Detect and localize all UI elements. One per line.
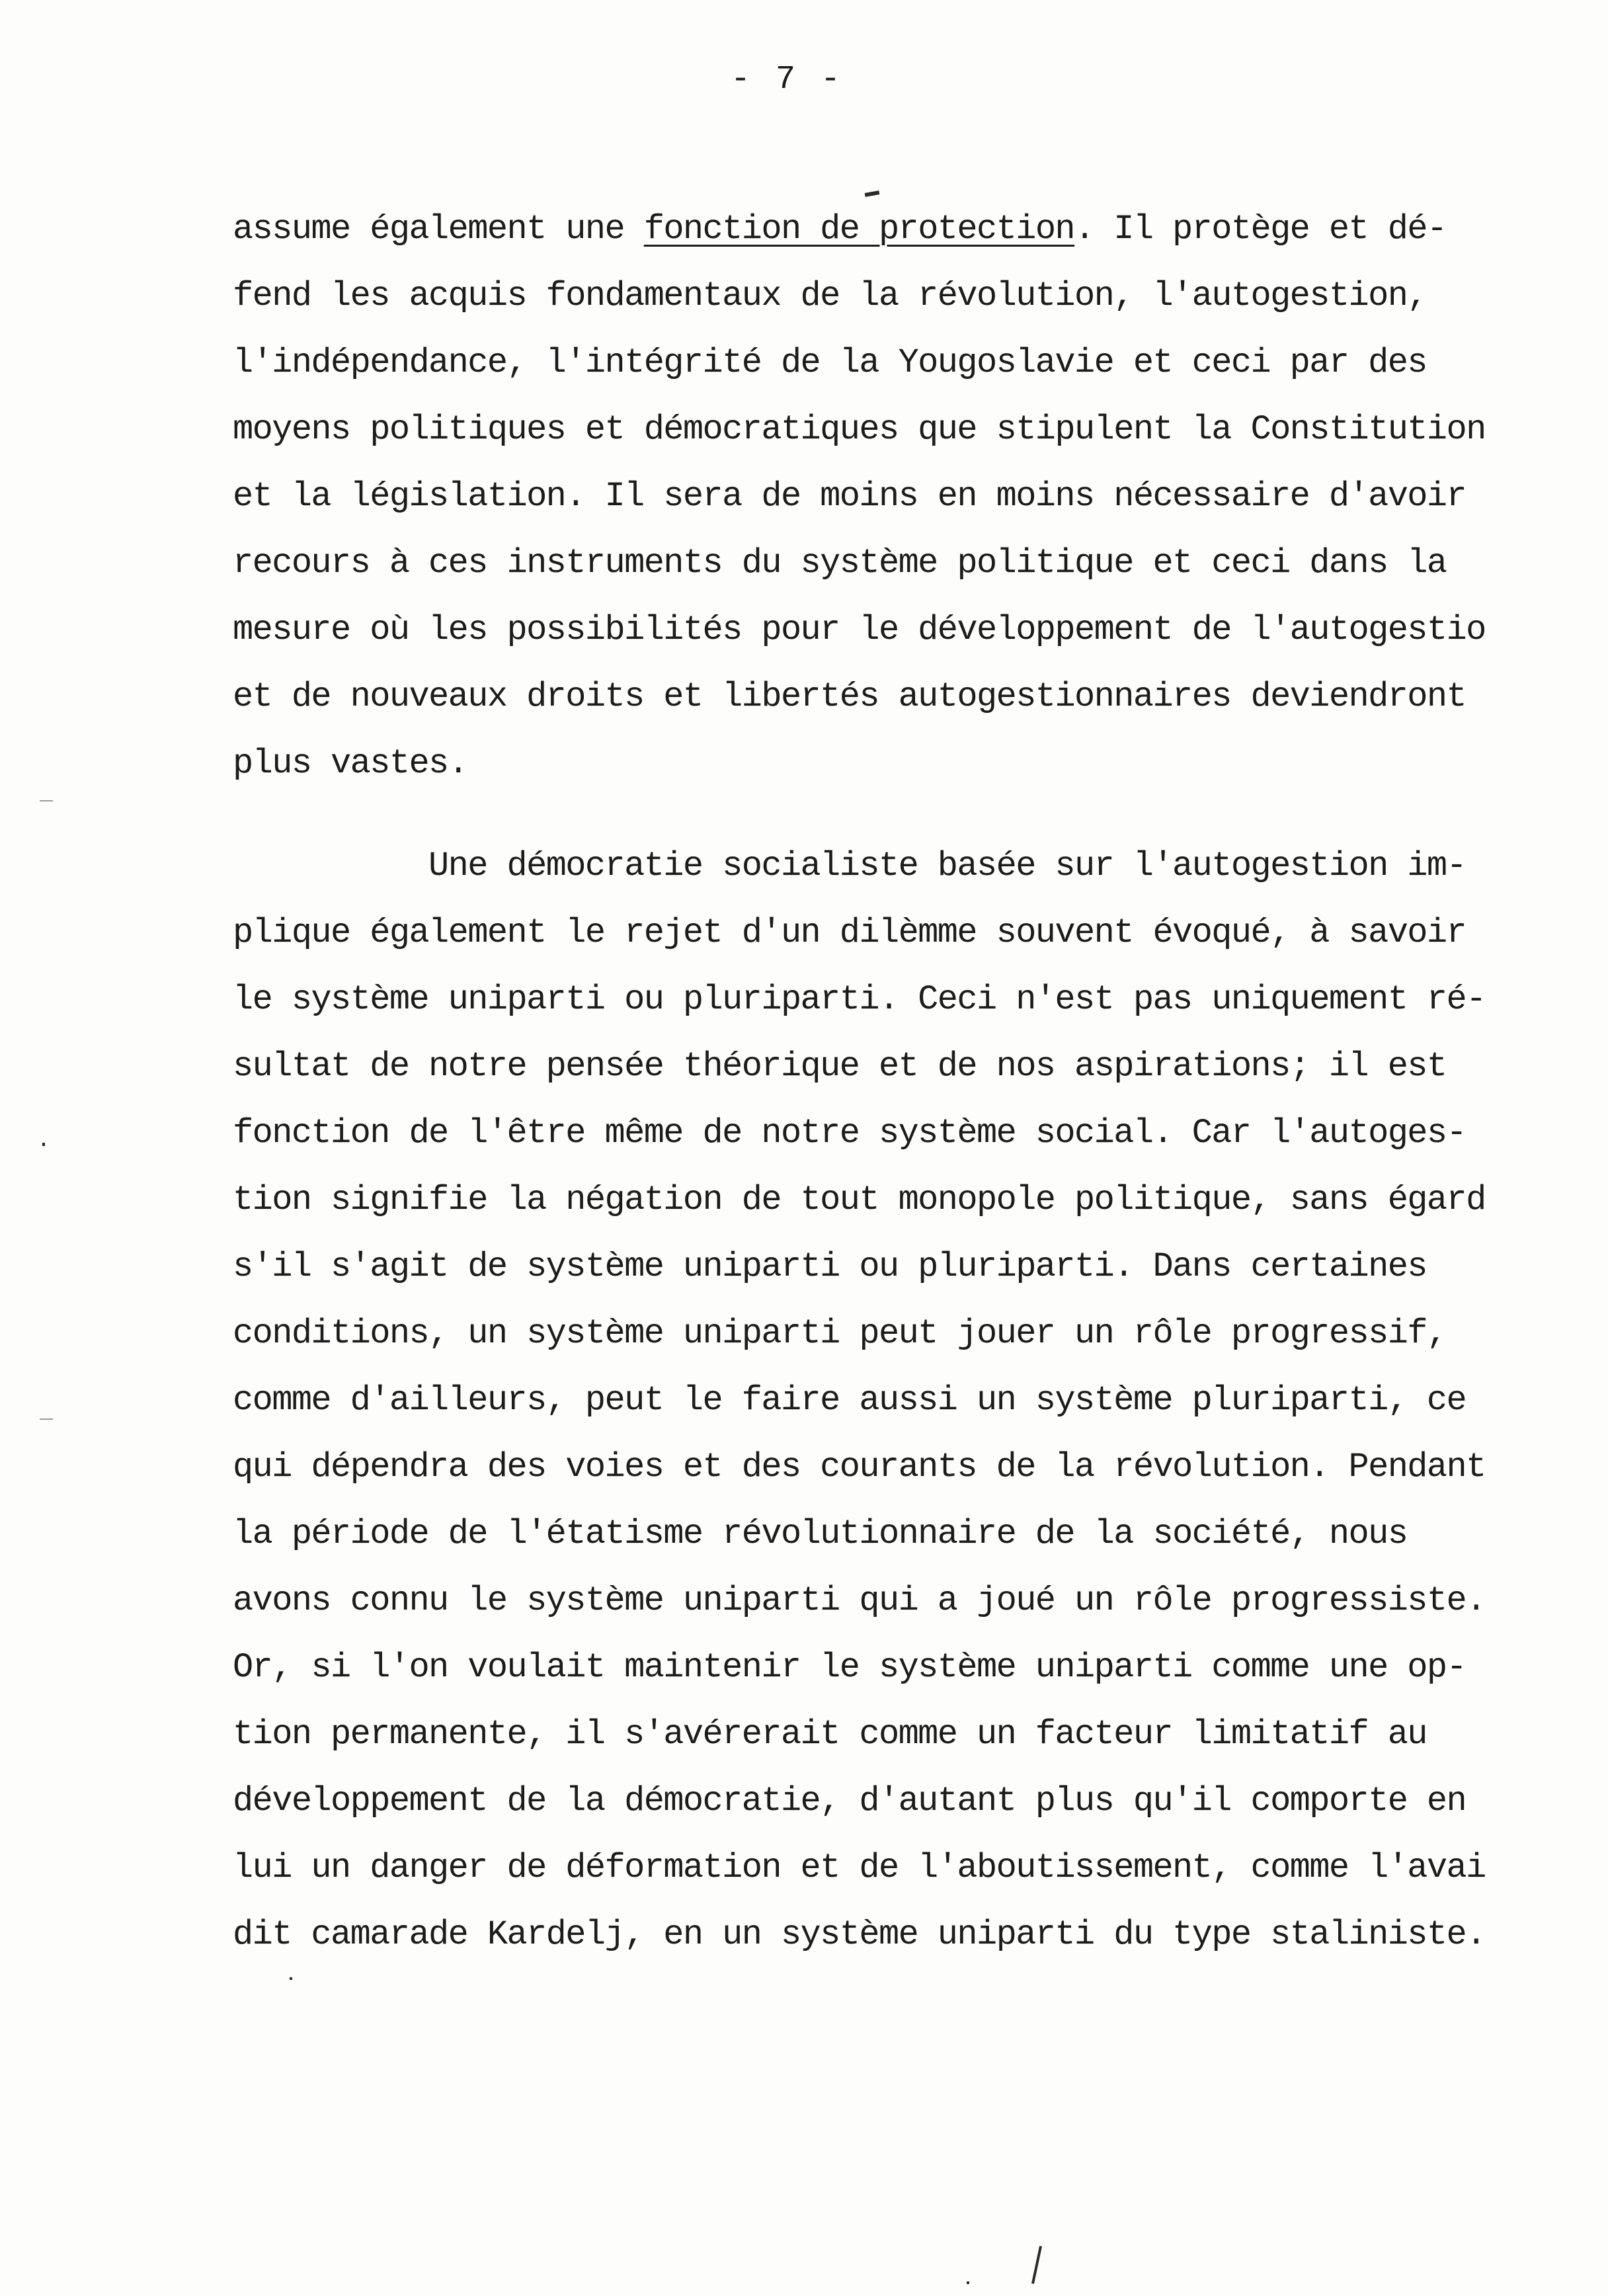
text-run: . Il protège et dé- (1074, 210, 1447, 249)
text-run: lui un danger de déformation et de l'aboutissement, comme l'avai (233, 1848, 1486, 1887)
text-line (233, 1834, 1529, 1901)
text-run: sultat de notre pensée théorique et de nos aspirations; il est (233, 1047, 1447, 1086)
text-run: plique également le rejet d'un dilèmme souvent évoqué, à savoir (233, 913, 1467, 952)
text-line (233, 1167, 1529, 1233)
text-run: l'indépendance, l'intégrité de la Yougoslavie et ceci par des (233, 343, 1427, 382)
scan-speck (40, 1418, 53, 1420)
underlined-phrase: fonction de protection (643, 210, 1075, 249)
text-line (233, 899, 1529, 966)
text-line (233, 1233, 1529, 1300)
scan-speck (1031, 2246, 1042, 2284)
text-line (233, 1500, 1529, 1567)
scan-speck (40, 800, 53, 801)
text-line (233, 1567, 1529, 1634)
text-run: développement de la démocratie, d'autant plus qu'il comporte en (233, 1782, 1467, 1821)
text-line (233, 1434, 1529, 1500)
text-line (233, 1701, 1529, 1768)
text-line (233, 463, 1529, 530)
scan-speck (290, 1977, 292, 1980)
body-text (233, 196, 1529, 1968)
text-run: la période de l'étatisme révolutionnaire de la société, nous (233, 1514, 1408, 1553)
text-line (233, 1300, 1529, 1367)
paragraph (233, 196, 1529, 797)
text-run: s'il s'agit de système uniparti ou pluriparti. Dans certaines (233, 1247, 1427, 1286)
text-run: recours à ces instruments du système politique et ceci dans la (233, 544, 1447, 583)
text-line (233, 663, 1529, 730)
text-run: Or, si l'on voulait maintenir le système uniparti comme une op- (233, 1648, 1467, 1687)
text-run: tion signifie la négation de tout monopole politique, sans égard (233, 1180, 1486, 1219)
scan-speck (42, 1143, 45, 1146)
text-line (233, 396, 1529, 463)
text-run: Une démocratie socialiste basée sur l'autogestion im- (233, 846, 1467, 885)
text-run: et la législation. Il sera de moins en moins nécessaire d'avoir (233, 477, 1467, 516)
text-run: fend les acquis fondamentaux de la révolution, l'autogestion, (233, 276, 1427, 315)
text-line (233, 1901, 1529, 1968)
text-line (233, 1100, 1529, 1167)
page-number: - 7 - (730, 61, 844, 99)
text-run: fonction de l'être même de notre système social. Car l'autoges- (233, 1114, 1467, 1153)
text-run: et de nouveaux droits et libertés autogestionnaires deviendront (233, 677, 1467, 716)
text-run: plus vastes. (233, 744, 468, 783)
text-run: mesure où les possibilités pour le développement de l'autogestio (233, 610, 1486, 649)
text-run: tion permanente, il s'avérerait comme un facteur limitatif au (233, 1715, 1427, 1754)
paragraph-gap (233, 797, 1529, 833)
text-run: avons connu le système uniparti qui a joué un rôle progressiste. (233, 1581, 1486, 1620)
text-line (233, 196, 1529, 263)
text-run: qui dépendra des voies et des courants de la révolution. Pendant (233, 1448, 1486, 1487)
text-line (233, 1033, 1529, 1100)
text-line (233, 1634, 1529, 1701)
text-line (233, 530, 1529, 596)
text-line (233, 329, 1529, 396)
text-run: comme d'ailleurs, peut le faire aussi un système pluriparti, ce (233, 1381, 1467, 1420)
paragraph (233, 833, 1529, 1968)
text-line (233, 966, 1529, 1033)
text-run: moyens politiques et démocratiques que stipulent la Constitution (233, 410, 1486, 449)
text-run: dit camarade Kardelj, en un système uniparti du type staliniste. (233, 1915, 1486, 1954)
text-line (233, 596, 1529, 663)
text-run: assume également une (233, 210, 644, 249)
text-line (233, 263, 1529, 329)
text-line (233, 833, 1529, 899)
text-run: le système uniparti ou pluriparti. Ceci n'est pas uniquement ré- (233, 980, 1486, 1019)
text-line (233, 1768, 1529, 1834)
text-run: conditions, un système uniparti peut jouer un rôle progressif, (233, 1314, 1447, 1353)
text-line (233, 730, 1529, 797)
text-line (233, 1367, 1529, 1434)
scan-speck (967, 2281, 969, 2284)
